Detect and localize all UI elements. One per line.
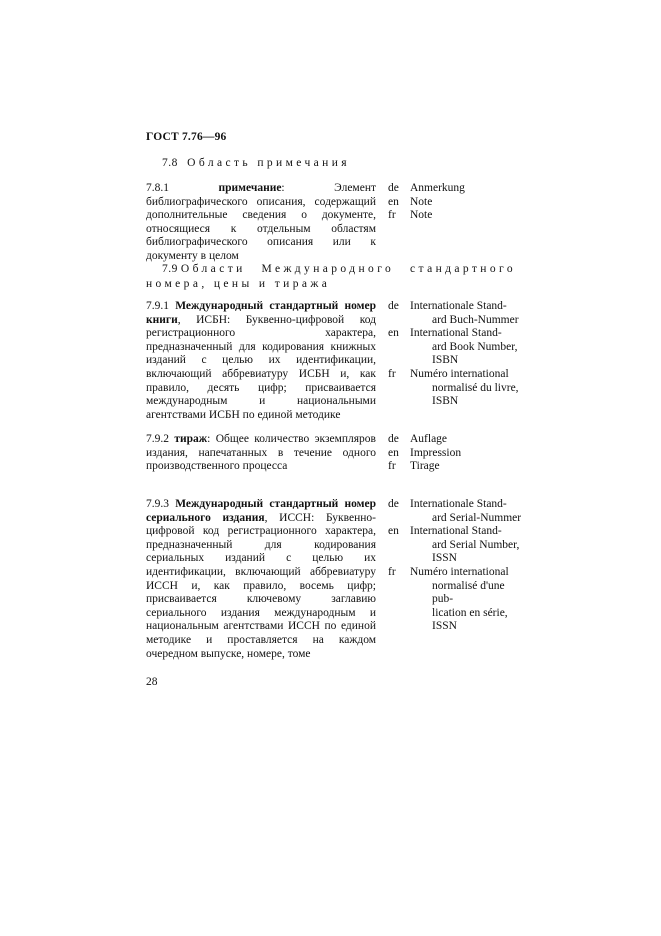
equivalents-7-8-1	[388, 182, 528, 223]
section-title-text: Область примечания	[187, 157, 350, 169]
entry-term: примечание	[218, 182, 282, 194]
section-title-word: Области	[180, 263, 246, 275]
equivalents-7-9-1	[388, 300, 528, 409]
entry-7-9-1	[146, 300, 376, 422]
equivalent-fr: fr Tirage	[388, 460, 440, 473]
section-title-line2: номера, цены и тиража	[146, 278, 331, 290]
equivalent-en: en Note	[388, 195, 433, 208]
section-title-word: Международного	[261, 263, 395, 275]
equivalent-de: de Internationale Stand- ard Serial-Nummer	[388, 498, 522, 524]
equivalent-en: en International Stand- ard Book Number, ISBN	[388, 327, 518, 367]
section-number: 7.9	[162, 263, 178, 275]
entry-number: 7.9.2	[146, 433, 169, 445]
page-number: 28	[146, 676, 158, 688]
entry-definition: , ИСБН: Буквенно-цифровой код регистрационного характера, предназначенный для кодирования книжных изданий с целью их идентификации, включающий аббревиатуру ИСБН и, как правило, десять цифр; присваивается международным и национальными агентствами ИСБН по единой методике	[146, 313, 376, 421]
equivalent-en: en International Stand- ard Serial Number, ISSN	[388, 525, 520, 565]
equivalent-fr: fr Numéro international normalisé du livre, ISBN	[388, 367, 519, 408]
entry-definition: , ИССН: Буквенно-цифровой код регистрационного характера, предназначенный для кодирования сериальных изданий с целью их идентификации, включающий аббревиатуру ИССН и, как правило, восемь цифр; присваивается ключевому заглавию сериального издания международным и национальным агентствами ИССН по единой методике и проставляется на каждом очередном выпуске, номере, томе	[146, 511, 376, 660]
equivalents-7-9-3	[388, 498, 528, 634]
entry-term: Международный стандартный номер сериального издания	[146, 498, 377, 524]
entry-7-8-1	[146, 182, 376, 264]
equivalent-de: de Internationale Stand- ard Buch-Nummer	[388, 300, 519, 326]
section-title-word: стандартного	[410, 263, 516, 275]
entry-number: 7.9.1	[146, 300, 169, 312]
equivalent-en: en Impression	[388, 446, 462, 459]
entry-term: Международный стандартный номер книги	[146, 300, 377, 326]
equivalent-de: de Anmerkung	[388, 182, 465, 194]
entry-number: 7.8.1	[146, 182, 169, 194]
section-7-8-title	[146, 157, 350, 169]
section-7-9-title	[146, 262, 516, 292]
document-header: ГОСТ 7.76—96	[146, 131, 227, 143]
entry-7-9-3	[146, 498, 376, 661]
entry-number: 7.9.3	[146, 498, 169, 510]
entry-7-9-2	[146, 433, 376, 474]
equivalent-fr: fr Note	[388, 209, 433, 222]
section-number: 7.8	[162, 157, 178, 169]
equivalents-7-9-2	[388, 433, 528, 474]
equivalent-fr: fr Numéro international normalisé d'une pub- lication en série, ISSN	[388, 565, 509, 633]
entry-definition: : Общее количество экземпляров издания, напечатанных в течение одного производственного процесса	[146, 433, 376, 473]
equivalent-de: de Auflage	[388, 433, 448, 445]
entry-definition: : Элемент библиографического описания, содержащий дополнительные сведения о документе, относящиеся к отдельным областям библиографического описания или к документу в целом	[146, 182, 376, 262]
entry-term: тираж	[174, 433, 208, 445]
